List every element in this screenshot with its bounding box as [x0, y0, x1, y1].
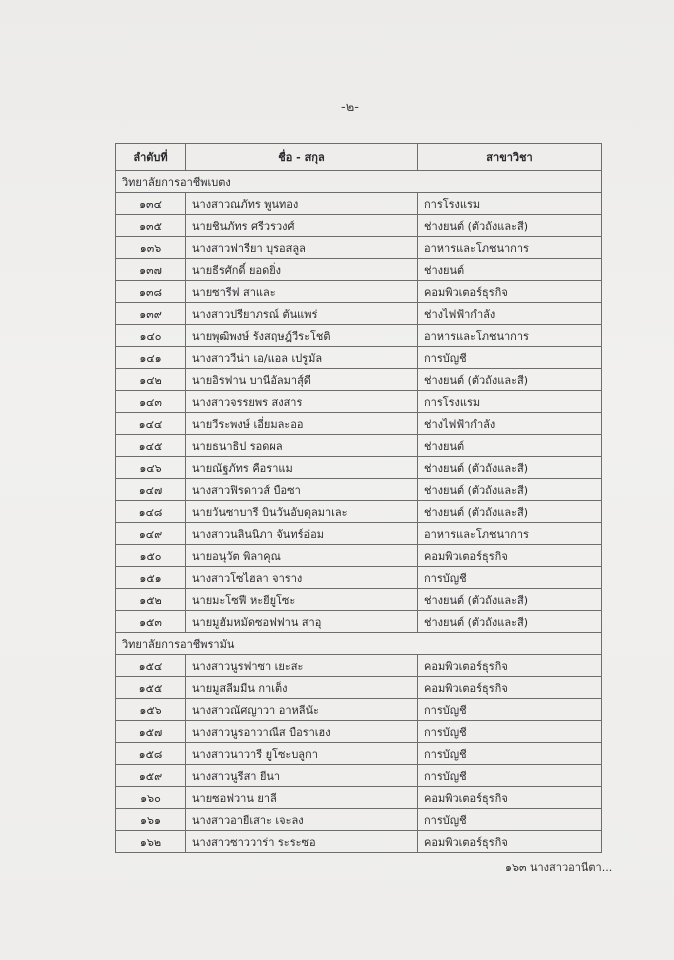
- row-number: ๑๔๕: [116, 435, 186, 457]
- row-number: ๑๔๘: [116, 501, 186, 523]
- student-name: นายซอฟวาน ยาลี: [186, 787, 418, 809]
- student-name: นายซารีฟ สาและ: [186, 281, 418, 303]
- row-number: ๑๔๑: [116, 347, 186, 369]
- table-row: [116, 303, 602, 325]
- row-number: ๑๖๒: [116, 831, 186, 853]
- student-name: นางสาวนาวารี ยูโซะบลูกา: [186, 743, 418, 765]
- major-name: ช่างยนต์ (ตัวถังและสี): [418, 479, 602, 501]
- student-name: นายมูฮัมหมัดซอฟฟาน สาอุ: [186, 611, 418, 633]
- row-number: ๑๕๕: [116, 677, 186, 699]
- student-name: นายณัฐภัทร คือราแม: [186, 457, 418, 479]
- major-name: คอมพิวเตอร์ธุรกิจ: [418, 677, 602, 699]
- student-name: นายชินภัทร ศรีวรวงศ์: [186, 215, 418, 237]
- student-name: นางสาวนูรีสา ยีนา: [186, 765, 418, 787]
- major-name: การบัญชี: [418, 743, 602, 765]
- header-name: ชื่อ - สกุล: [186, 144, 418, 171]
- table-row: [116, 413, 602, 435]
- row-number: ๑๖๐: [116, 787, 186, 809]
- table-row: [116, 347, 602, 369]
- student-name: นายมะโซฟี หะยียูโซะ: [186, 589, 418, 611]
- table-row: [116, 677, 602, 699]
- student-name: นางสาวนูรฟาซา เยะสะ: [186, 655, 418, 677]
- student-name: นายมูสลีมมีน กาเต็ง: [186, 677, 418, 699]
- major-name: คอมพิวเตอร์ธุรกิจ: [418, 831, 602, 853]
- header-major: สาขาวิชา: [418, 144, 602, 171]
- row-number: ๑๓๖: [116, 237, 186, 259]
- student-name: นายอนุวัต พิลาคุณ: [186, 545, 418, 567]
- major-name: ช่างยนต์ (ตัวถังและสี): [418, 215, 602, 237]
- table-row: [116, 501, 602, 523]
- table-row: [116, 259, 602, 281]
- major-name: คอมพิวเตอร์ธุรกิจ: [418, 545, 602, 567]
- major-name: อาหารและโภชนาการ: [418, 237, 602, 259]
- major-name: ช่างยนต์ (ตัวถังและสี): [418, 589, 602, 611]
- student-name: นางสาวซาววาร่า ระระซอ: [186, 831, 418, 853]
- major-name: ช่างยนต์ (ตัวถังและสี): [418, 369, 602, 391]
- row-number: ๑๓๕: [116, 215, 186, 237]
- table-row: [116, 457, 602, 479]
- table-row: [116, 237, 602, 259]
- major-name: การบัญชี: [418, 699, 602, 721]
- major-name: ช่างไฟฟ้ากำลัง: [418, 413, 602, 435]
- table-row: [116, 325, 602, 347]
- row-number: ๑๕๔: [116, 655, 186, 677]
- student-name: นางสาววีน่า เอ/แอล เปรูมัล: [186, 347, 418, 369]
- student-name: นางสาวปรียาภรณ์ ตันแพร่: [186, 303, 418, 325]
- major-name: คอมพิวเตอร์ธุรกิจ: [418, 655, 602, 677]
- row-number: ๑๔๙: [116, 523, 186, 545]
- major-name: การโรงแรม: [418, 391, 602, 413]
- table-row: [116, 369, 602, 391]
- group-header-row: [116, 171, 602, 193]
- major-name: การโรงแรม: [418, 193, 602, 215]
- major-name: ช่างยนต์: [418, 259, 602, 281]
- row-number: ๑๔๔: [116, 413, 186, 435]
- row-number: ๑๕๘: [116, 743, 186, 765]
- row-number: ๑๕๙: [116, 765, 186, 787]
- row-number: ๑๖๑: [116, 809, 186, 831]
- row-number: ๑๕๗: [116, 721, 186, 743]
- student-name: นางสาวฟิรดาวส์ บือซา: [186, 479, 418, 501]
- student-name: นายธนาธิป รอดผล: [186, 435, 418, 457]
- major-name: การบัญชี: [418, 765, 602, 787]
- major-name: คอมพิวเตอร์ธุรกิจ: [418, 281, 602, 303]
- student-name: นายธีรศักดิ์ ยอดยิ่ง: [186, 259, 418, 281]
- major-name: ช่างยนต์: [418, 435, 602, 457]
- row-number: ๑๓๙: [116, 303, 186, 325]
- table-row: [116, 545, 602, 567]
- student-name: นางสาวจรรยพร สงสาร: [186, 391, 418, 413]
- student-name: นายวีระพงษ์ เอี่ยมละออ: [186, 413, 418, 435]
- major-name: คอมพิวเตอร์ธุรกิจ: [418, 787, 602, 809]
- major-name: อาหารและโภชนาการ: [418, 523, 602, 545]
- student-name: นายอิรฟาน บานีอัลมาสุ์ดี: [186, 369, 418, 391]
- row-number: ๑๕๐: [116, 545, 186, 567]
- student-name: นายพุฒิพงษ์ รังสฤษฎ์วีระโชติ: [186, 325, 418, 347]
- row-number: ๑๕๑: [116, 567, 186, 589]
- continuation-note: ๑๖๓ นางสาวอานีตา...: [505, 861, 613, 874]
- row-number: ๑๔๗: [116, 479, 186, 501]
- table-row: [116, 787, 602, 809]
- table-body: [116, 171, 602, 853]
- row-number: ๑๓๔: [116, 193, 186, 215]
- student-name: นางสาวณัศญาวา อาหลีนัะ: [186, 699, 418, 721]
- row-number: ๑๔๓: [116, 391, 186, 413]
- row-number: ๑๕๒: [116, 589, 186, 611]
- group-header-row: [116, 633, 602, 655]
- student-name: นางสาวนลินนิภา จันทร์อ่อม: [186, 523, 418, 545]
- table-row: [116, 699, 602, 721]
- student-name: นางสาวฟารียา บุรอสลูล: [186, 237, 418, 259]
- major-name: ช่างยนต์ (ตัวถังและสี): [418, 501, 602, 523]
- table-row: [116, 567, 602, 589]
- table-row: [116, 281, 602, 303]
- table-row: [116, 743, 602, 765]
- row-number: ๑๔๒: [116, 369, 186, 391]
- table-row: [116, 831, 602, 853]
- row-number: ๑๔๐: [116, 325, 186, 347]
- student-name: นางสาวนูรอาวาณีส บือราเฮง: [186, 721, 418, 743]
- major-name: ช่างยนต์ (ตัวถังและสี): [418, 611, 602, 633]
- table-row: [116, 193, 602, 215]
- row-number: ๑๓๗: [116, 259, 186, 281]
- row-number: ๑๕๖: [116, 699, 186, 721]
- group-title: วิทยาลัยการอาชีพเบตง: [116, 171, 602, 193]
- page-number: -๒-: [341, 100, 359, 115]
- major-name: ช่างยนต์ (ตัวถังและสี): [418, 457, 602, 479]
- row-number: ๑๕๓: [116, 611, 186, 633]
- major-name: อาหารและโภชนาการ: [418, 325, 602, 347]
- table-row: [116, 809, 602, 831]
- group-title: วิทยาลัยการอาชีพรามัน: [116, 633, 602, 655]
- student-name: นางสาวอายีเสาะ เจะลง: [186, 809, 418, 831]
- student-name: นายวันซาบารี บินวันอับดุลมาเละ: [186, 501, 418, 523]
- table-row: [116, 391, 602, 413]
- table-row: [116, 765, 602, 787]
- table-row: [116, 215, 602, 237]
- table-row: [116, 479, 602, 501]
- table-row: [116, 655, 602, 677]
- table-row: [116, 721, 602, 743]
- table-row: [116, 435, 602, 457]
- major-name: ช่างไฟฟ้ากำลัง: [418, 303, 602, 325]
- major-name: การบัญชี: [418, 721, 602, 743]
- table-row: [116, 523, 602, 545]
- row-number: ๑๔๖: [116, 457, 186, 479]
- student-name: นางสาวณภัทร พูนทอง: [186, 193, 418, 215]
- header-no: ลำดับที่: [116, 144, 186, 171]
- major-name: การบัญชี: [418, 567, 602, 589]
- table-row: [116, 611, 602, 633]
- student-name: นางสาวโซไฮลา จาราง: [186, 567, 418, 589]
- table-header-row: [116, 144, 602, 171]
- major-name: การบัญชี: [418, 347, 602, 369]
- row-number: ๑๓๘: [116, 281, 186, 303]
- student-roster-table: [115, 143, 602, 853]
- major-name: การบัญชี: [418, 809, 602, 831]
- table-row: [116, 589, 602, 611]
